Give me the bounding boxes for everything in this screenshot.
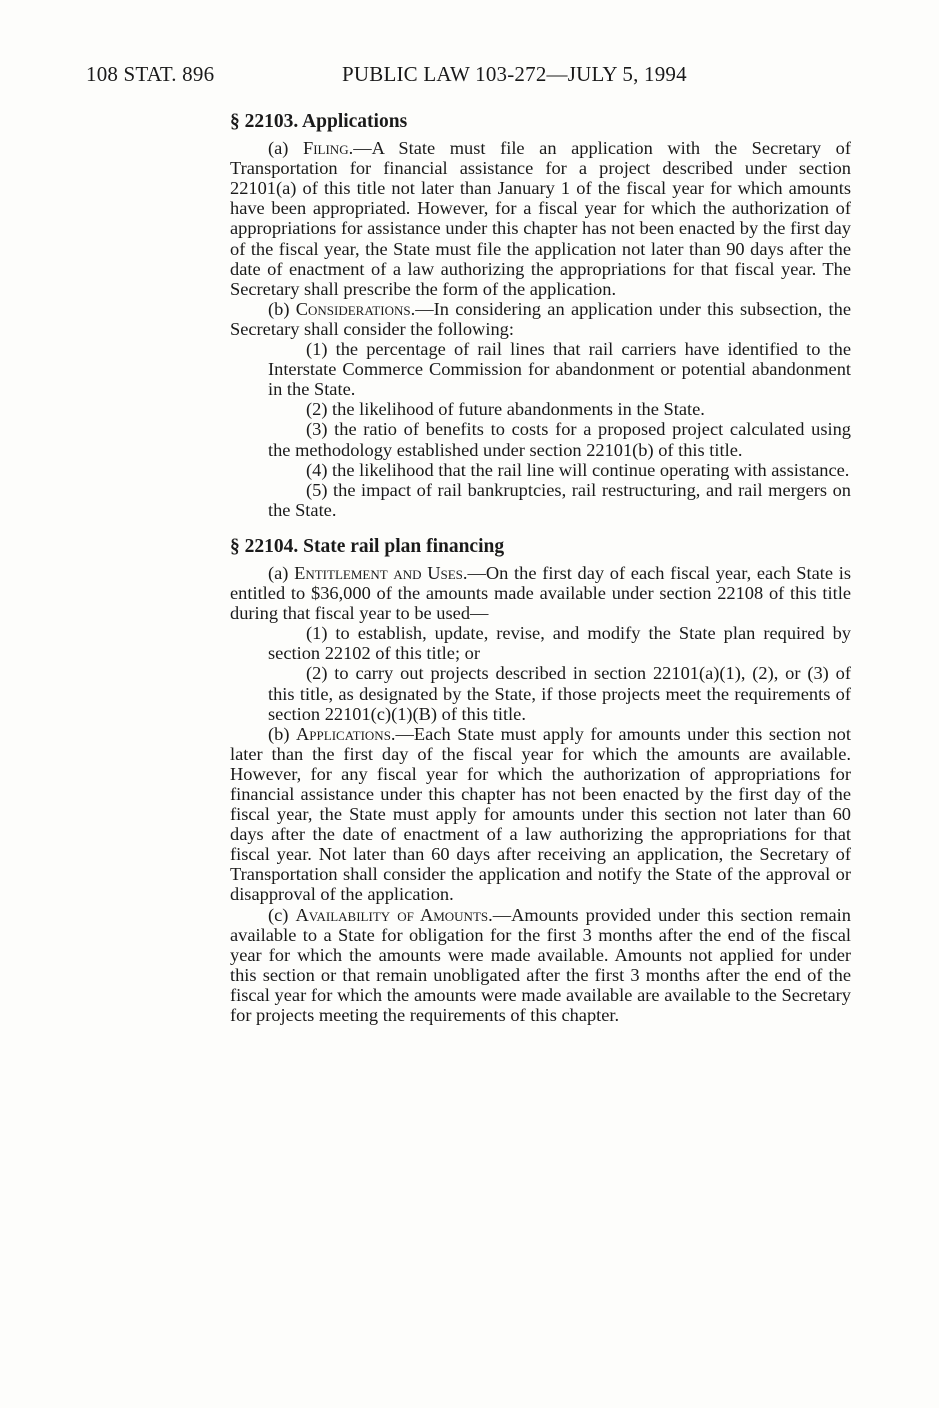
paragraph-5: (5) the impact of rail bankruptcies, rail restructuring, and rail mergers on the State. bbox=[268, 479, 851, 520]
stat-citation: 108 STAT. 896 bbox=[86, 62, 215, 86]
paragraph-2: (2) to carry out projects described in section 22101(a)(1), (2), or (3) of this title, as designated by the State, if those projects meet the requirements of section 22101(c)(1)(B) of this title. bbox=[268, 663, 851, 724]
subsection-text: —In considering an application under this subsection, the Secretary shall consider the following: bbox=[230, 298, 851, 339]
paragraph-4: (4) the likelihood that the rail line will continue operating with assistance. bbox=[306, 459, 850, 480]
subsection-label: (a) bbox=[268, 562, 295, 583]
subsection-a-filing bbox=[230, 138, 851, 299]
subsection-label: (b) bbox=[268, 298, 296, 319]
subsection-label: (c) bbox=[268, 904, 296, 925]
subsection-caption: Entitlement and Uses. bbox=[294, 562, 468, 583]
subsection-caption: Considerations. bbox=[295, 298, 416, 319]
subsection-text: —On the first day of each fiscal year, each State is entitled to $36,000 of the amounts made available under section 22108 of this title during that fiscal year to be used— bbox=[230, 562, 852, 624]
subsection-caption: Availability of Amounts. bbox=[295, 904, 493, 925]
paragraph-3: (3) the ratio of benefits to costs for a proposed project calculated using the methodology established under section 22101(b) of this title. bbox=[268, 419, 851, 460]
subsection-label: (b) bbox=[268, 723, 297, 744]
subsection-b-applications bbox=[230, 724, 851, 905]
subsection-caption: Filing. bbox=[302, 138, 354, 159]
subsection-a-entitlement bbox=[230, 563, 851, 623]
section-22104-heading: § 22104. State rail plan financing bbox=[230, 535, 505, 557]
subsection-caption: Applications. bbox=[296, 723, 396, 744]
section-22103-heading: § 22103. Applications bbox=[230, 111, 408, 132]
subsection-text: —Each State must apply for amounts under this section not later than the first day of the fiscal year for which the amounts are available. However, for any fiscal year for which the authorization of appropriations for financial assistance under this chapter has not been enacted by the first day of the fiscal year, the State must apply for amounts under this section not later than 60 days after the date of enactment of a law authorizing the appropriations for that fiscal year. Not later than 60 days after receiving an application, the Secretary of Transportation shall consider the application and notify the State of the approval or disapproval of the application. bbox=[230, 723, 851, 905]
paragraph-1: (1) to establish, update, revise, and modify the State plan required by section 22102 of this title; or bbox=[268, 623, 851, 664]
paragraph-1: (1) the percentage of rail lines that rail carriers have identified to the Interstate Commerce Commission for abandonment or potential abandonment in the State. bbox=[268, 339, 851, 400]
subsection-c-availability bbox=[230, 905, 851, 1026]
subsection-text: —A State must file an application with the Secretary of Transportation for financial assistance for a project described under section 22101(a) of this title not later than January 1 of the fiscal year for which amounts have been appropriated. However, for a fiscal year for which the authorization of appropriations for assistance under this chapter has not been enacted by the first day of the fiscal year, the State must file the application not later than 90 days after the date of enactment of a law authorizing the appropriations for that fiscal year. The Secretary shall prescribe the form of the application. bbox=[230, 138, 851, 299]
subsection-text: —Amounts provided under this section remain available to a State for obligation for the first 3 months after the end of the fiscal year for which the amounts were made available. Amounts not applied for under this section or that remain unobligated after the first 3 months after the end of the fiscal year for which the amounts were made available are available to the Secretary for projects meeting the requirements of this chapter. bbox=[230, 904, 851, 1026]
subsection-label: (a) bbox=[268, 138, 303, 159]
law-title: PUBLIC LAW 103-272—JULY 5, 1994 bbox=[342, 62, 687, 86]
document-body bbox=[230, 112, 851, 1025]
paragraph-2: (2) the likelihood of future abandonments in the State. bbox=[306, 399, 705, 420]
subsection-b-considerations bbox=[230, 299, 851, 339]
